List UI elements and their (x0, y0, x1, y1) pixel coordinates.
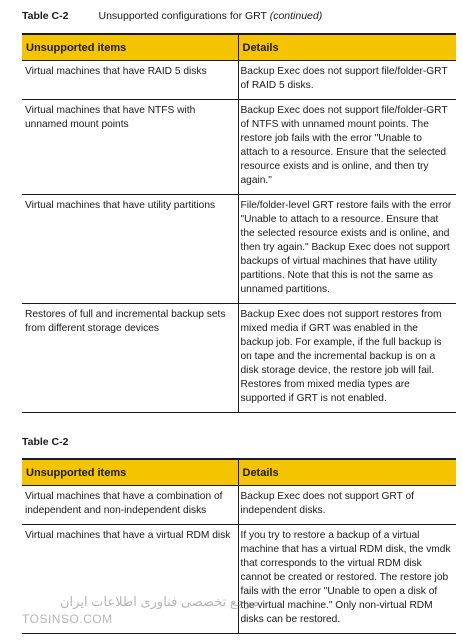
table-caption (22, 436, 98, 448)
table-caption (22, 10, 322, 22)
table-row (22, 525, 456, 634)
header-unsupported-items: Unsupported items (22, 34, 238, 61)
watermark-persian-text: مرجع تخصصی فناوری اطلاعات ایران (60, 594, 259, 609)
unsupported-configurations-table (22, 33, 456, 413)
watermark-site: TOSINSO.COM (22, 612, 113, 626)
header-details: Details (238, 34, 456, 61)
table-row (22, 195, 456, 304)
cell-details: If you try to restore a backup of a virtual machine that has a virtual RDM disk, the vmdk that corresponds to the virtual RDM disk cannot be created or restored. The restore job fails with the error "Unable to open a disk of the virtual machine." Only non-virtual RDM disks can be restored. (238, 525, 456, 634)
cell-details: Backup Exec does not support GRT of independent disks. (238, 486, 456, 525)
cell-item: Virtual machines that have a combination of independent and non-independent disks (22, 486, 238, 525)
cell-item: Virtual machines that have RAID 5 disks (22, 61, 238, 100)
table-row (22, 486, 456, 525)
table-header-row (22, 34, 456, 61)
cell-details: File/folder-level GRT restore fails with the error "Unable to attach to a resource. Ensure that the selected resource exists and is online, and then try again." Backup Exec does not support backups of virtual machines that have utility partitions. Note that this is not the same as unnamed partitions. (238, 195, 456, 304)
cell-item: Virtual machines that have a virtual RDM disk (22, 525, 238, 634)
table-header-row (22, 459, 456, 486)
cell-details: Backup Exec does not support file/folder-GRT of NTFS with unnamed mount points. The restore job fails with the error "Unable to attach to a resource. Ensure that the selected resource exists and is online, and then try again." (238, 100, 456, 195)
table-number: Table C-2 (22, 10, 69, 22)
table-row (22, 100, 456, 195)
table-number: Table C-2 (22, 436, 69, 448)
cell-item: Restores of full and incremental backup sets from different storage devices (22, 304, 238, 413)
table-row (22, 61, 456, 100)
header-unsupported-items: Unsupported items (22, 459, 238, 486)
cell-item: Virtual machines that have NTFS with unnamed mount points (22, 100, 238, 195)
cell-item: Virtual machines that have utility partitions (22, 195, 238, 304)
header-details: Details (238, 459, 456, 486)
cell-details: Backup Exec does not support restores from mixed media if GRT was enabled in the backup job. For example, if the full backup is on tape and the incremental backup is on a disk storage device, the restore job will fail. Restores from mixed media types are supported if GRT is not enabled. (238, 304, 456, 413)
cell-details: Backup Exec does not support file/folder-GRT of RAID 5 disks. (238, 61, 456, 100)
table-continued: (continued) (269, 10, 323, 22)
unsupported-configurations-table-2 (22, 458, 456, 634)
table-row (22, 304, 456, 413)
table-title: Unsupported configurations for GRT (98, 10, 267, 22)
